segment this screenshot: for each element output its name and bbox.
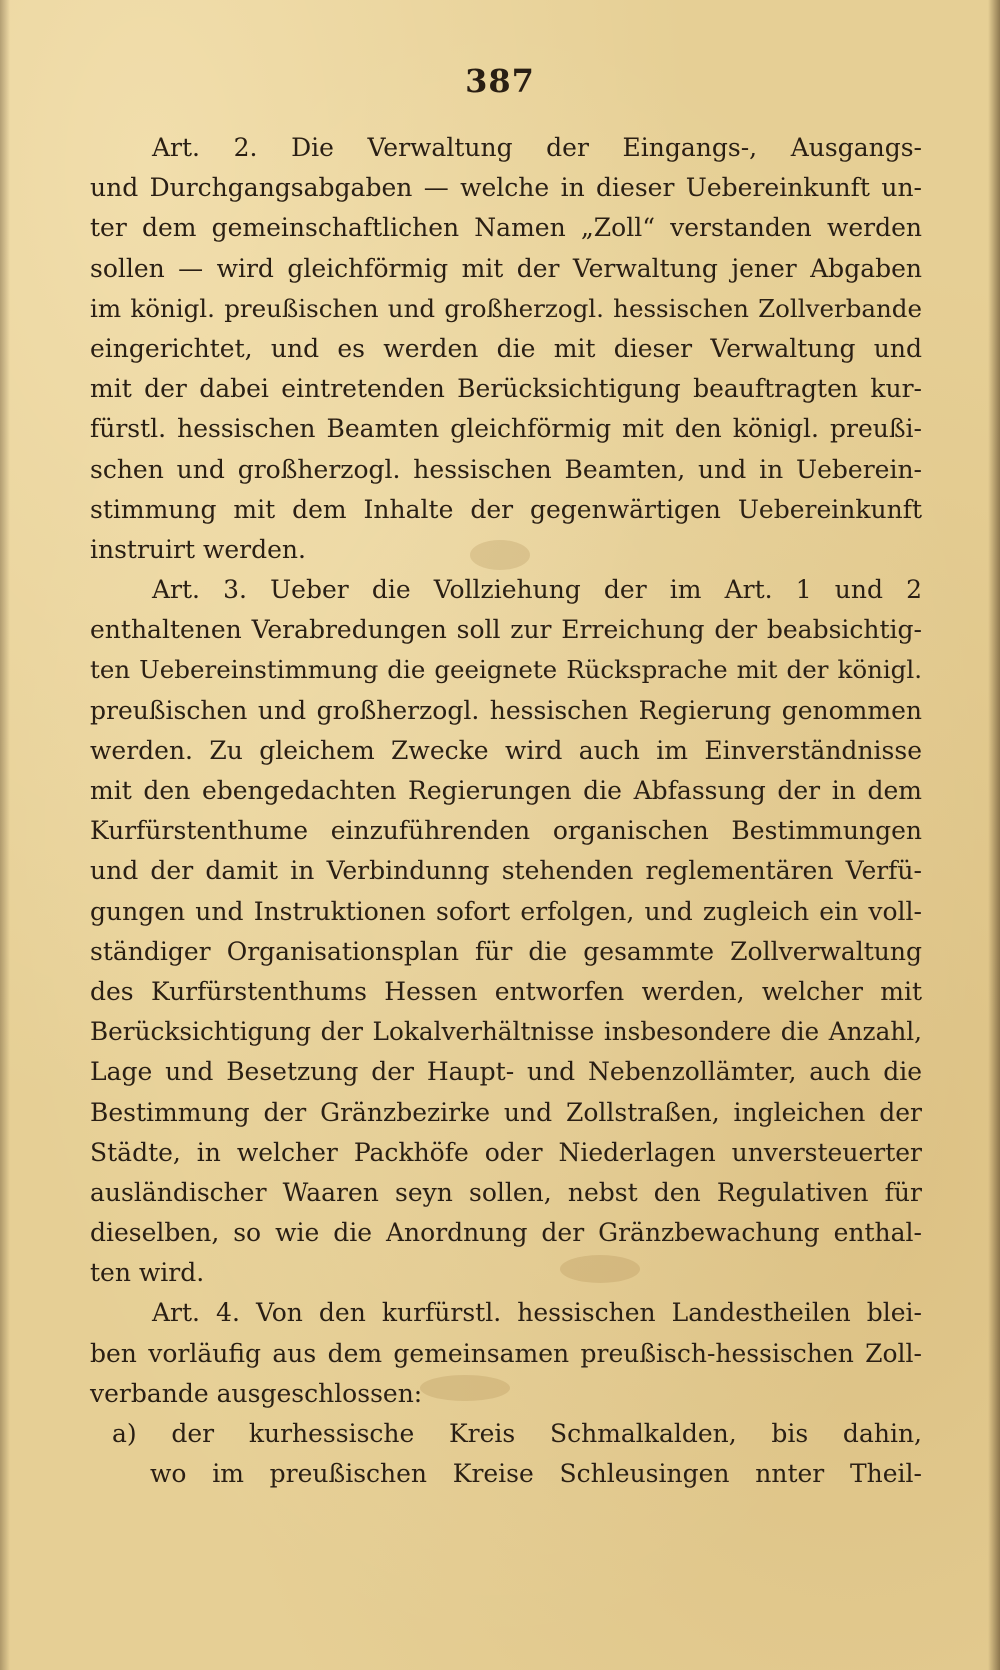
text-line: dieselben, so wie die Anordnung der Gränzbewachung enthal- (90, 1218, 922, 1248)
text-line: Art. 4. Von den kurfürstl. hessischen Landestheilen blei- (152, 1298, 922, 1328)
text-line: Lage und Besetzung der Haupt- und Nebenzollämter, auch die (90, 1057, 922, 1087)
text-line: und der damit in Verbindunng stehenden reglementären Verfü- (90, 856, 922, 886)
text-line: ten wird. (90, 1258, 205, 1288)
text-line: verbande ausgeschlossen: (90, 1378, 423, 1408)
text-line: Kurfürstenthume einzuführenden organischen Bestimmungen (90, 816, 922, 846)
page-number: 387 (465, 62, 535, 100)
text-line: werden. Zu gleichem Zwecke wird auch im Einverständnisse (90, 735, 922, 765)
text-line: eingerichtet, und es werden die mit dieser Verwaltung und (90, 333, 922, 363)
text-line: ben vorläufig aus dem gemeinsamen preußisch-hessischen Zoll- (90, 1338, 922, 1368)
text-line: wo im preußischen Kreise Schleusingen nnter Theil- (150, 1459, 922, 1489)
text-line: stimmung mit dem Inhalte der gegenwärtigen Uebereinkunft (90, 494, 922, 524)
text-line: ausländischer Waaren seyn sollen, nebst den Regulativen für (90, 1177, 922, 1207)
text-line: ten Uebereinstimmung die geeignete Rücksprache mit der königl. (90, 655, 922, 685)
text-line: im königl. preußischen und großherzogl. hessischen Zollverbande (90, 293, 922, 323)
list-item-a: a) der kurhessische Kreis Schmalkalden, bis dahin, (112, 1419, 922, 1448)
text-line: gungen und Instruktionen sofort erfolgen, und zugleich ein voll- (90, 896, 922, 926)
text-line: Bestimmung der Gränzbezirke und Zollstraßen, ingleichen der (90, 1097, 922, 1127)
page-edge-shadow-right (988, 0, 1000, 1670)
text-line: preußischen und großherzogl. hessischen Regierung genommen (90, 695, 922, 725)
text-line: instruirt werden. (90, 534, 306, 564)
body-text (90, 128, 922, 1494)
text-line: enthaltenen Verabredungen soll zur Erreichung der beabsichtig- (90, 615, 922, 645)
text-line: Art. 3. Ueber die Vollziehung der im Art. 1 und 2 (152, 575, 922, 605)
text-line: Art. 2. Die Verwaltung der Eingangs-, Ausgangs- (152, 133, 922, 162)
text-line: fürstl. hessischen Beamten gleichförmig mit den königl. preußi- (90, 414, 922, 444)
text-line: und Durchgangsabgaben — welche in dieser Uebereinkunft un- (90, 173, 922, 203)
text-line: des Kurfürstenthums Hessen entworfen werden, welcher mit (90, 976, 922, 1006)
text-line: sollen — wird gleichförmig mit der Verwaltung jener Abgaben (90, 253, 922, 283)
text-line: Städte, in welcher Packhöfe oder Niederlagen unversteuerter (90, 1137, 922, 1167)
text-line: mit den ebengedachten Regierungen die Abfassung der in dem (90, 776, 922, 805)
text-line: ter dem gemeinschaftlichen Namen „Zoll“ verstanden werden (90, 213, 922, 243)
page-edge-shadow-left (0, 0, 10, 1670)
text-line: Berücksichtigung der Lokalverhältnisse insbesondere die Anzahl, (90, 1017, 922, 1047)
text-line: mit der dabei eintretenden Berücksichtigung beauftragten kur- (90, 374, 922, 404)
text-line: schen und großherzogl. hessischen Beamten, und in Ueberein- (90, 454, 922, 484)
text-line: ständiger Organisationsplan für die gesammte Zollverwaltung (90, 936, 922, 966)
